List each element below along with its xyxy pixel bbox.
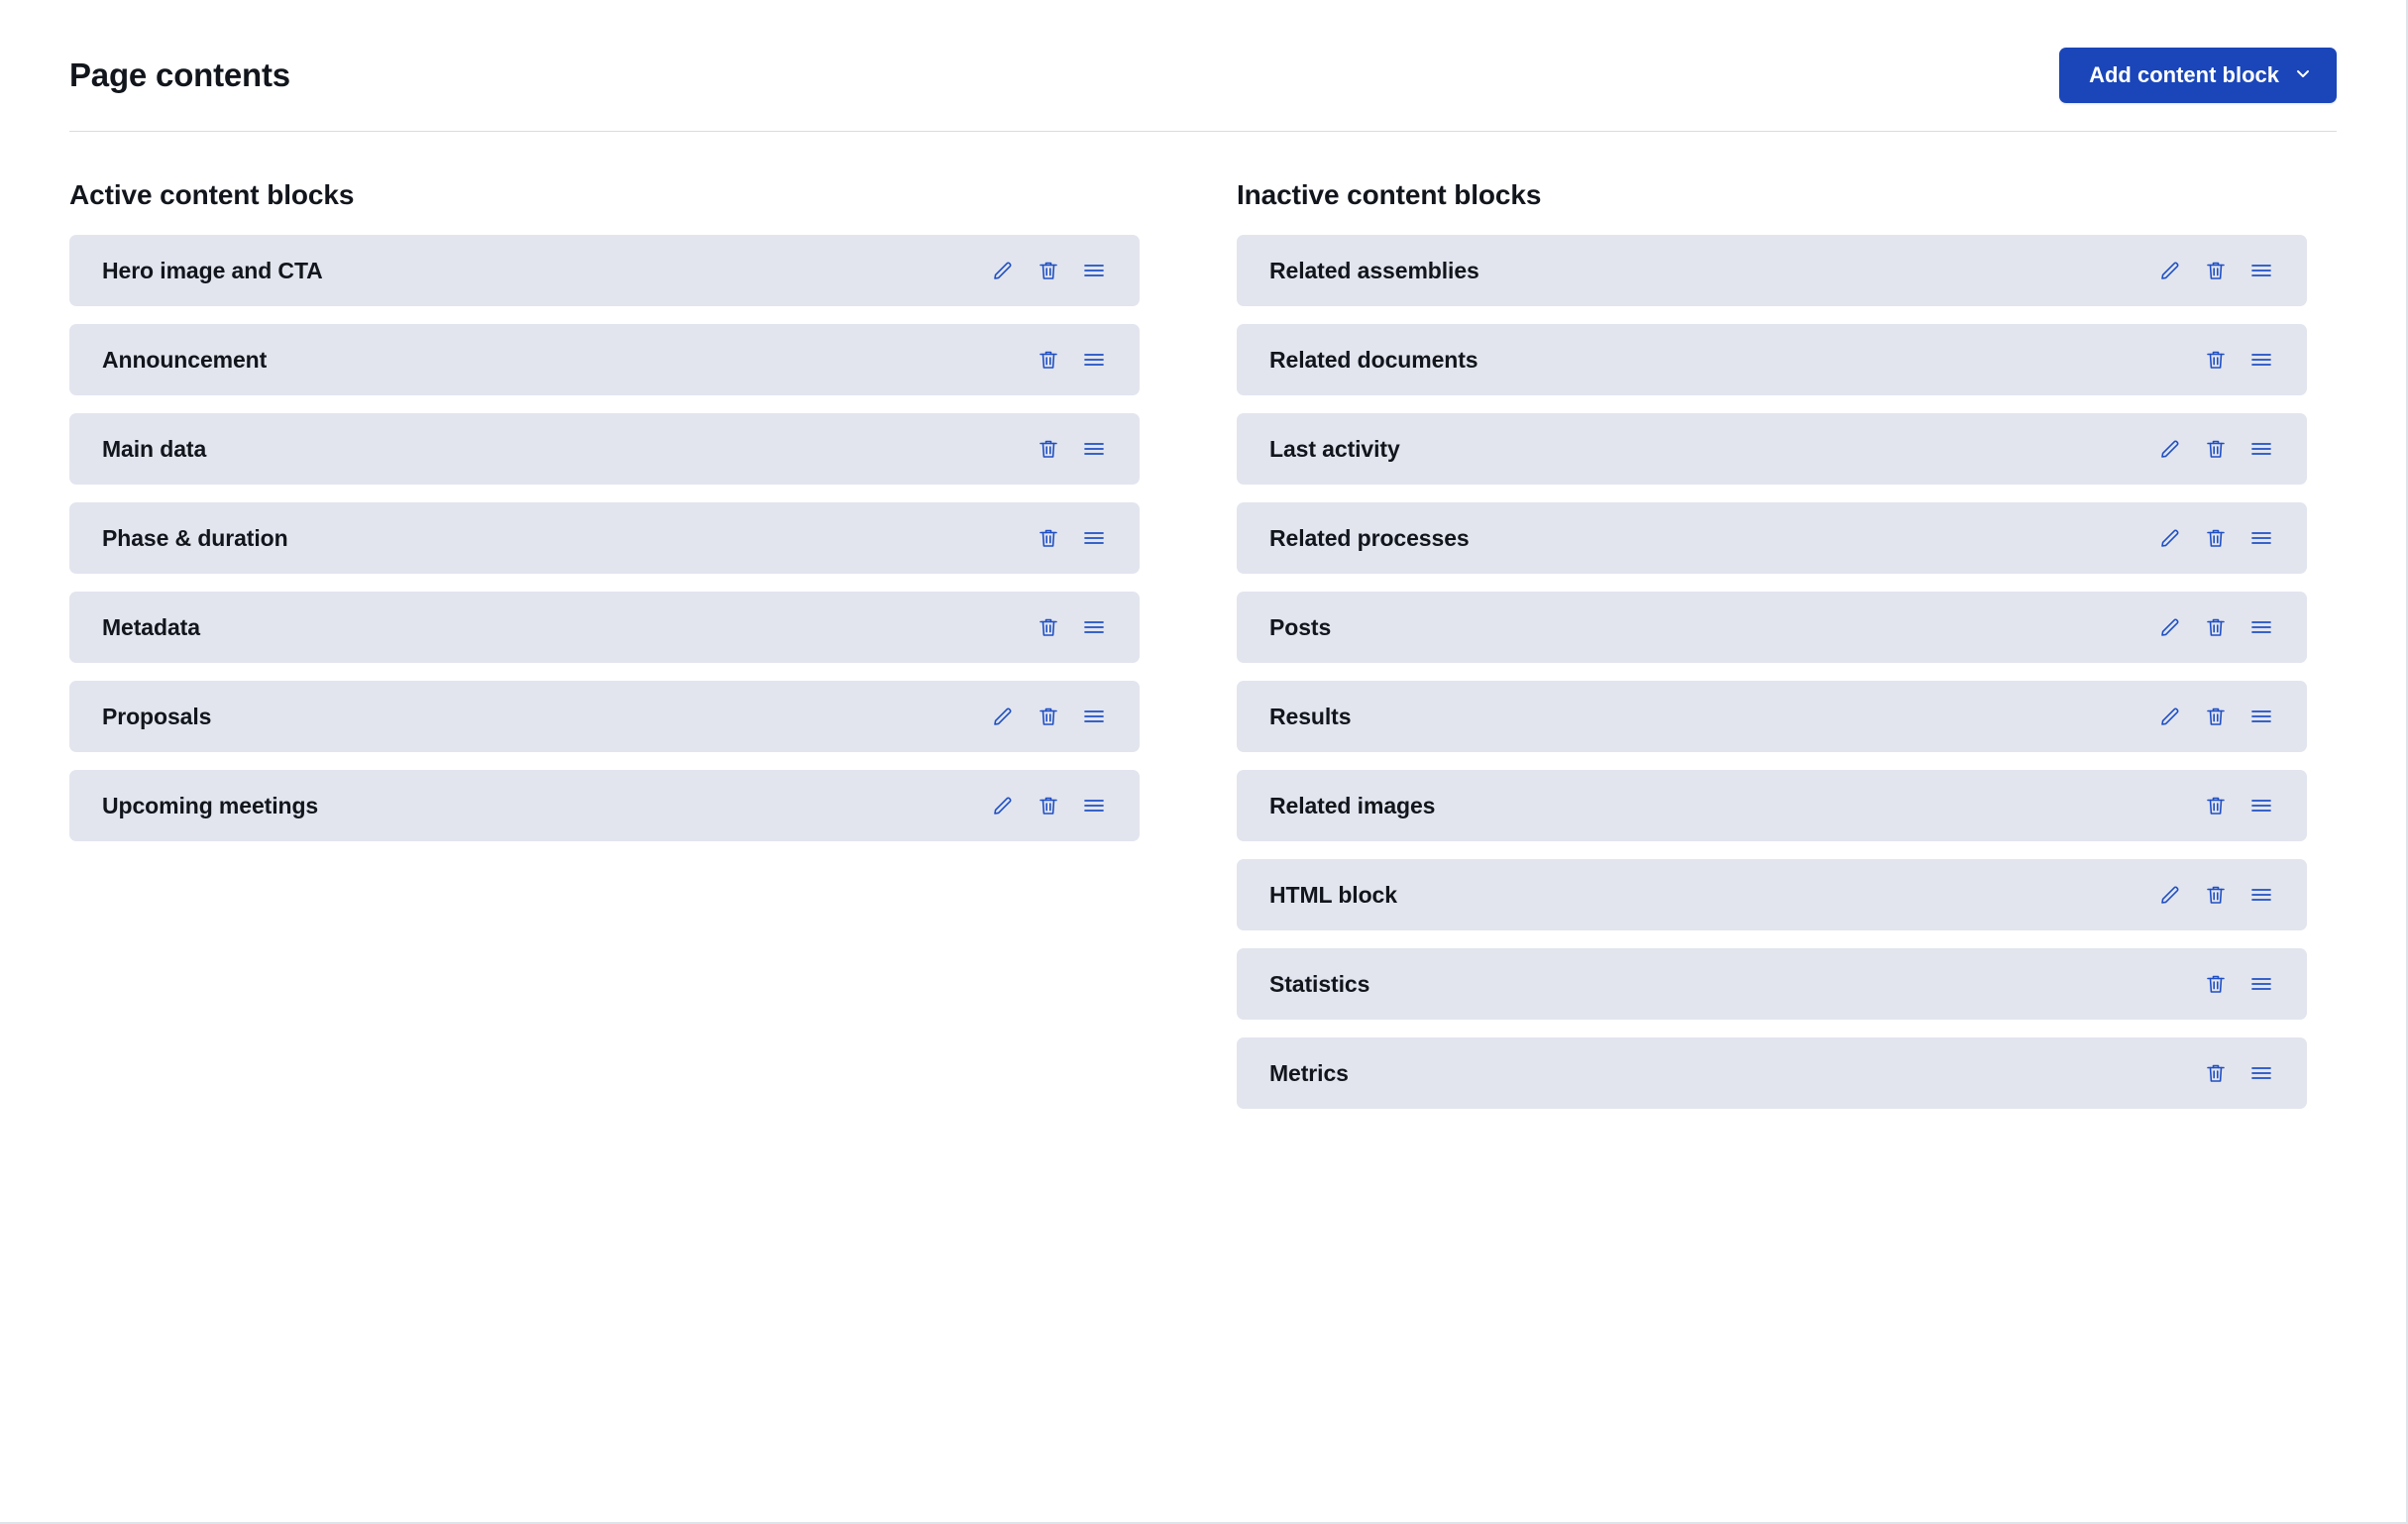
list-item[interactable] [69,681,1140,752]
block-actions [1035,524,1108,552]
trash-icon[interactable] [2202,703,2230,730]
trash-icon[interactable] [2202,435,2230,463]
pencil-icon[interactable] [2156,257,2184,284]
drag-handle-icon[interactable] [2247,703,2275,730]
list-item[interactable] [1237,592,2307,663]
pencil-icon[interactable] [989,257,1017,284]
block-actions [2156,881,2275,909]
block-actions [2202,970,2275,998]
pencil-icon[interactable] [2156,703,2184,730]
list-item[interactable] [1237,413,2307,485]
drag-handle-icon[interactable] [2247,881,2275,909]
list-item[interactable] [69,235,1140,306]
block-label: Posts [1269,613,1332,640]
trash-icon[interactable] [2202,613,2230,641]
block-label: Phase & duration [102,524,288,551]
inactive-blocks-column [1237,179,2307,1109]
list-item[interactable] [1237,324,2307,395]
block-actions [2202,792,2275,819]
list-item[interactable] [1237,502,2307,574]
inactive-blocks-list [1237,235,2307,1109]
list-item[interactable] [1237,859,2307,930]
drag-handle-icon[interactable] [1080,257,1108,284]
drag-handle-icon[interactable] [1080,613,1108,641]
trash-icon[interactable] [1035,435,1062,463]
list-item[interactable] [69,324,1140,395]
block-label: Upcoming meetings [102,792,319,818]
block-label: Proposals [102,703,212,729]
block-label: Related documents [1269,346,1478,373]
active-blocks-column [69,179,1140,1109]
block-label: HTML block [1269,881,1397,908]
drag-handle-icon[interactable] [1080,435,1108,463]
block-label: Metadata [102,613,200,640]
list-item[interactable] [69,770,1140,841]
block-label: Statistics [1269,970,1370,997]
pencil-icon[interactable] [989,703,1017,730]
add-content-block-label: Add content block [2089,62,2279,87]
content-block-columns [0,179,2406,1109]
trash-icon[interactable] [2202,257,2230,284]
block-actions [2156,435,2275,463]
trash-icon[interactable] [1035,613,1062,641]
block-label: Related assemblies [1269,257,1479,283]
drag-handle-icon[interactable] [2247,435,2275,463]
block-actions [2156,703,2275,730]
pencil-icon[interactable] [2156,881,2184,909]
inactive-blocks-title: Inactive content blocks [1237,179,1542,210]
block-actions [989,257,1108,284]
list-item[interactable] [69,502,1140,574]
trash-icon[interactable] [2202,1059,2230,1087]
block-label: Hero image and CTA [102,257,323,283]
pencil-icon[interactable] [2156,524,2184,552]
trash-icon[interactable] [1035,257,1062,284]
list-item[interactable] [1237,681,2307,752]
drag-handle-icon[interactable] [2247,346,2275,374]
block-actions [1035,346,1108,374]
block-label: Main data [102,435,207,462]
drag-handle-icon[interactable] [1080,346,1108,374]
drag-handle-icon[interactable] [2247,524,2275,552]
list-item[interactable] [1237,235,2307,306]
trash-icon[interactable] [1035,524,1062,552]
pencil-icon[interactable] [989,792,1017,819]
active-blocks-title: Active content blocks [69,179,355,210]
list-item[interactable] [69,592,1140,663]
list-item[interactable] [1237,948,2307,1020]
list-item[interactable] [1237,1037,2307,1109]
block-actions [989,792,1108,819]
active-blocks-list [69,235,1140,841]
drag-handle-icon[interactable] [2247,257,2275,284]
trash-icon[interactable] [1035,703,1062,730]
block-label: Last activity [1269,435,1400,462]
drag-handle-icon[interactable] [1080,524,1108,552]
drag-handle-icon[interactable] [1080,703,1108,730]
block-label: Results [1269,703,1352,729]
header-divider [69,131,2337,132]
pencil-icon[interactable] [2156,613,2184,641]
block-actions [2156,524,2275,552]
trash-icon[interactable] [2202,524,2230,552]
trash-icon[interactable] [2202,792,2230,819]
block-label: Metrics [1269,1059,1349,1086]
block-actions [1035,613,1108,641]
block-label: Announcement [102,346,268,373]
trash-icon[interactable] [1035,792,1062,819]
block-label: Related processes [1269,524,1470,551]
page-header [0,0,2406,103]
drag-handle-icon[interactable] [2247,970,2275,998]
drag-handle-icon[interactable] [2247,792,2275,819]
block-label: Related images [1269,792,1436,818]
drag-handle-icon[interactable] [2247,613,2275,641]
drag-handle-icon[interactable] [1080,792,1108,819]
trash-icon[interactable] [2202,881,2230,909]
trash-icon[interactable] [2202,970,2230,998]
block-actions [2156,613,2275,641]
block-actions [2202,1059,2275,1087]
trash-icon[interactable] [1035,346,1062,374]
block-actions [1035,435,1108,463]
trash-icon[interactable] [2202,346,2230,374]
list-item[interactable] [69,413,1140,485]
block-actions [989,703,1108,730]
list-item[interactable] [1237,770,2307,841]
block-actions [2156,257,2275,284]
block-actions [2202,346,2275,374]
add-content-block-button[interactable] [2059,48,2337,103]
pencil-icon[interactable] [2156,435,2184,463]
chevron-down-icon [2295,65,2311,81]
page-title: Page contents [69,56,290,93]
drag-handle-icon[interactable] [2247,1059,2275,1087]
